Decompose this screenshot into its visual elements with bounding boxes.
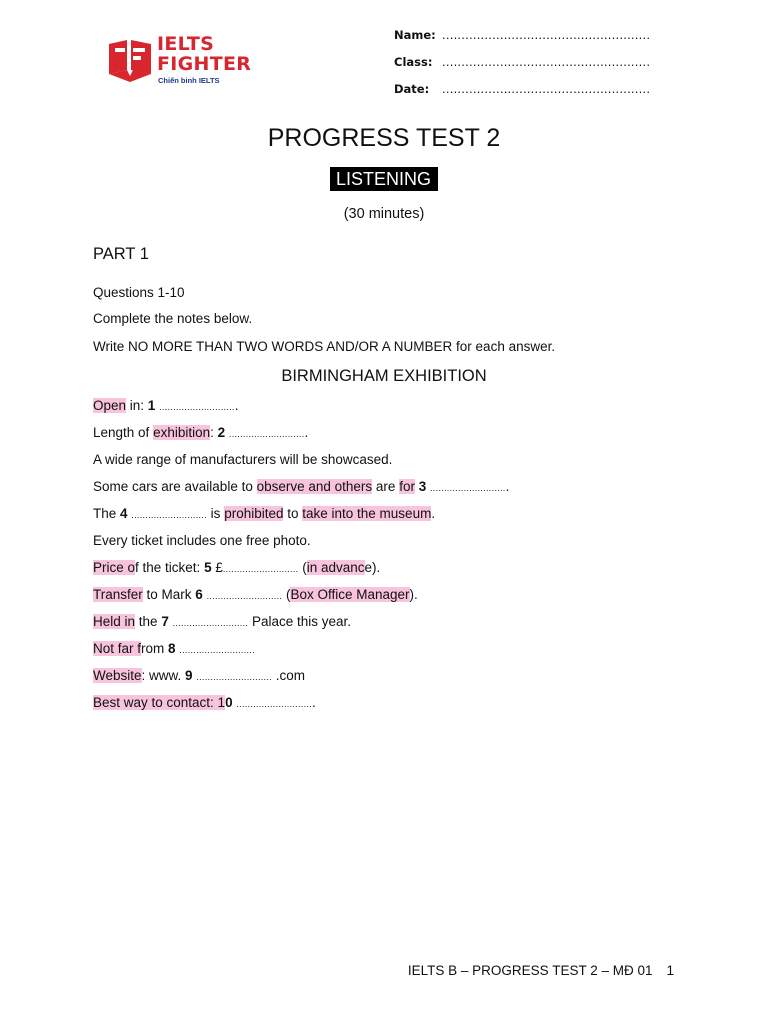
highlight: Open (93, 398, 127, 413)
note-line-8 (93, 587, 418, 602)
note-line-4 (93, 479, 509, 494)
answer-blank[interactable]: ........................... (179, 645, 255, 655)
note-line-5 (93, 506, 435, 521)
note-line-12 (93, 695, 316, 710)
note-text: . (304, 425, 309, 440)
highlight: Best way to contact: 1 (93, 695, 226, 710)
note-text: : www. (141, 668, 186, 683)
note-text: in: (126, 398, 148, 413)
question-number: 3 (418, 479, 427, 494)
instruction-2-bold: NO MORE THAN TWO WORDS AND/OR A NUMBER (128, 339, 453, 354)
note-text: £ (211, 560, 223, 575)
note-text: rom (141, 641, 169, 656)
highlight: in advanc (306, 560, 365, 575)
highlight: take into the museum (302, 506, 432, 521)
note-text: ( (282, 587, 291, 602)
question-number: 0 (225, 695, 233, 710)
logo-line1: IELTS (157, 33, 215, 55)
answer-blank[interactable]: ........................... (196, 672, 272, 682)
note-line-9 (93, 614, 351, 629)
note-line-7 (93, 560, 380, 575)
question-number: 6 (195, 587, 203, 602)
section-badge: LISTENING (330, 167, 438, 191)
date-row (394, 82, 650, 109)
question-number: 4 (120, 506, 128, 521)
note-text: . (234, 398, 239, 413)
shield-book-icon (107, 36, 153, 82)
note-text: The (93, 506, 121, 521)
note-text: ). (409, 587, 418, 602)
question-number: 5 (204, 560, 212, 575)
note-text: to Mark (142, 587, 196, 602)
highlight: Price o (93, 560, 136, 575)
note-text: are (372, 479, 400, 494)
note-line-11 (93, 668, 305, 683)
highlight: Transfer (93, 587, 143, 602)
note-text: ( (298, 560, 307, 575)
highlight: Website (93, 668, 142, 683)
instruction-1: Complete the notes below. (93, 311, 253, 326)
section-title: BIRMINGHAM EXHIBITION (281, 367, 487, 385)
page-number: 1 (666, 963, 674, 978)
ielts-fighter-logo (107, 34, 267, 84)
note-text: .com (271, 668, 305, 683)
page-footer (408, 963, 674, 978)
note-text: Palace this year. (248, 614, 352, 629)
date-label: Date: (394, 82, 430, 96)
instruction-2-post: for each answer. (452, 339, 556, 354)
question-number: 7 (161, 614, 169, 629)
instruction-2 (93, 339, 555, 354)
highlight: exhibition (153, 425, 211, 440)
logo-tagline: Chiến binh IELTS (158, 76, 220, 85)
note-text: f the ticket: (135, 560, 205, 575)
footer-label: IELTS B – PROGRESS TEST 2 – MĐ 01 (407, 963, 653, 978)
note-text: is (206, 506, 225, 521)
highlight: for (399, 479, 415, 494)
class-row (394, 55, 650, 82)
name-row (394, 28, 650, 55)
highlight: observe and others (256, 479, 373, 494)
name-label: Name: (394, 28, 436, 42)
highlight: Box Office Manager (290, 587, 410, 602)
note-line-2 (93, 425, 308, 440)
note-text: the (135, 614, 162, 629)
duration: (30 minutes) (343, 206, 425, 222)
highlight: Not far f (93, 641, 142, 656)
subtitle-wrap (0, 167, 768, 191)
highlight: Held in (93, 614, 136, 629)
note-line-1 (93, 398, 238, 413)
note-text: . (431, 506, 436, 521)
note-text: : (210, 425, 218, 440)
note-text: Length of (93, 425, 154, 440)
note-text: e). (364, 560, 381, 575)
note-text: . (311, 695, 316, 710)
question-number: 1 (147, 398, 156, 413)
answer-blank[interactable]: ........................... (159, 402, 235, 412)
answer-blank[interactable]: ........................... (206, 591, 283, 601)
page-title: PROGRESS TEST 2 (267, 124, 501, 152)
question-number: 2 (217, 425, 226, 440)
answer-blank[interactable]: ........................... (228, 429, 305, 439)
note-text: Some cars are available to (93, 479, 257, 494)
logo-wordmark (157, 34, 251, 74)
answer-blank[interactable]: ........................... (236, 699, 312, 709)
logo-line2: FIGHTER (157, 53, 252, 75)
note-text: . (505, 479, 510, 494)
student-info (394, 28, 650, 109)
highlight: prohibited (224, 506, 284, 521)
questions-range: Questions 1-10 (93, 285, 185, 300)
note-line-10 (93, 641, 255, 656)
question-number: 8 (168, 641, 176, 656)
class-label: Class: (394, 55, 433, 69)
date-field[interactable]: ...................................................... (442, 82, 651, 96)
note-text: to (283, 506, 303, 521)
class-field[interactable]: ...................................................... (442, 55, 651, 69)
note-line-3: A wide range of manufacturers will be showcased. (93, 452, 393, 467)
name-field[interactable]: ...................................................... (442, 28, 651, 42)
answer-blank[interactable]: ........................... (430, 483, 506, 493)
answer-blank[interactable]: ........................... (222, 564, 299, 574)
question-number: 9 (185, 668, 193, 683)
answer-blank[interactable]: ........................... (131, 510, 207, 520)
instruction-2-pre: Write (93, 339, 129, 354)
note-line-6: Every ticket includes one free photo. (93, 533, 311, 548)
answer-blank[interactable]: ........................... (172, 618, 249, 628)
part-heading: PART 1 (93, 245, 149, 263)
